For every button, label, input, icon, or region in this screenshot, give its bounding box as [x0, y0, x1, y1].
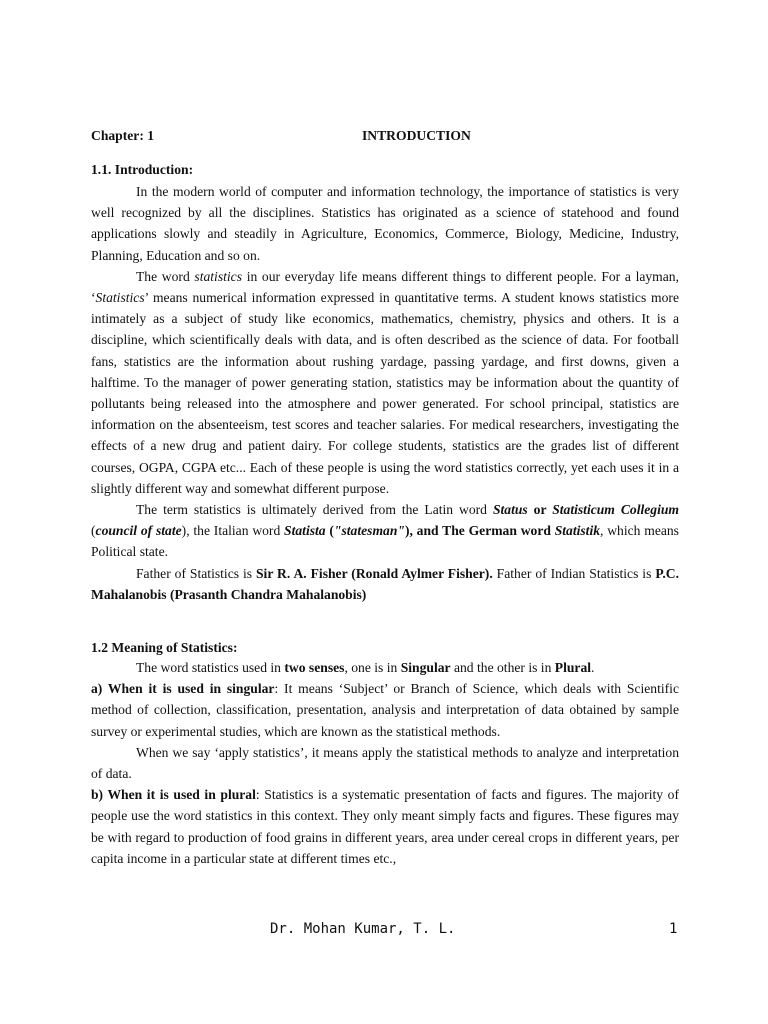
paragraph-intro-1: In the modern world of computer and information technology, the importance of statistics is very well recognized by all the disciplines. Statistics has originated as a science of statehood and found applications slowly and steadily in Agriculture, Economics, Commerce, Biology, Medicine, Industry, Planning, Education and so on. [91, 184, 679, 263]
paragraph-meaning-1: The word statistics used in two senses, one is in Singular and the other is in Plural. [136, 660, 595, 675]
section-heading-introduction: 1.1. Introduction: [91, 162, 194, 177]
chapter-label: Chapter: 1 [91, 128, 155, 143]
paragraph-intro-2: The word statistics in our everyday life means different things to different people. For a layman, ‘Statistics’ means numerical information expressed in quantitative terms. A student knows statistics more intimately as a subject of study like economics, mathematics, chemistry, physics and others. It is a discipline, which scientifically deals with data, and is often described as the science of data. For football fans, statistics are the information about rushing yardage, passing yardage, and first downs, given a halftime. To the manager of power generating station, statistics may be information about the quantity of pollutants being released into the atmosphere and power generated. For school principal, statistics are information on the absenteeism, test scores and teacher salaries. For medical researchers, investigating the effects of a new drug and patient dairy. For college students, statistics are the grades list of different courses, OGPA, CGPA etc... Each of these people is using the word statistics correctly, yet each uses it in a slightly different way and somewhat different purpose. [91, 268, 679, 496]
section-introduction-body [91, 181, 679, 605]
footer-author: Dr. Mohan Kumar, T. L. [270, 921, 456, 937]
paragraph-intro-4: Father of Statistics is Sir R. A. Fisher (Ronald Aylmer Fisher). Father of Indian Statistics is P.C. Mahalanobis (Prasanth Chandra Mahalanobis) [91, 565, 679, 602]
paragraph-singular: a) When it is used in singular: It means ‘Subject’ or Branch of Science, which deals with Scientific method of collection, classification, presentation, analysis and interpretation of data obtained by sample survey or experimental studies, which are known as the statistical methods. [91, 681, 679, 739]
section-meaning-body [91, 657, 679, 869]
chapter-title: INTRODUCTION [362, 128, 471, 143]
page-number: 1 [669, 921, 678, 937]
paragraph-singular-2: When we say ‘apply statistics’, it means apply the statistical methods to analyze and interpretation of data. [91, 744, 679, 782]
paragraph-intro-3: The term statistics is ultimately derived from the Latin word Status or Statisticum Collegium (council of state), the Italian word Statista ("statesman"), and The German word Statistik, which means Political state. [91, 502, 679, 560]
paragraph-plural: b) When it is used in plural: Statistics is a systematic presentation of facts and figures. The majority of people use the word statistics in this context. They only meant simply facts and figures. These figures may be with regard to production of food grains in different years, area under cereal crops in different years, per capita income in a particular state at different times etc., [91, 787, 679, 866]
section-heading-meaning: 1.2 Meaning of Statistics: [91, 640, 238, 655]
